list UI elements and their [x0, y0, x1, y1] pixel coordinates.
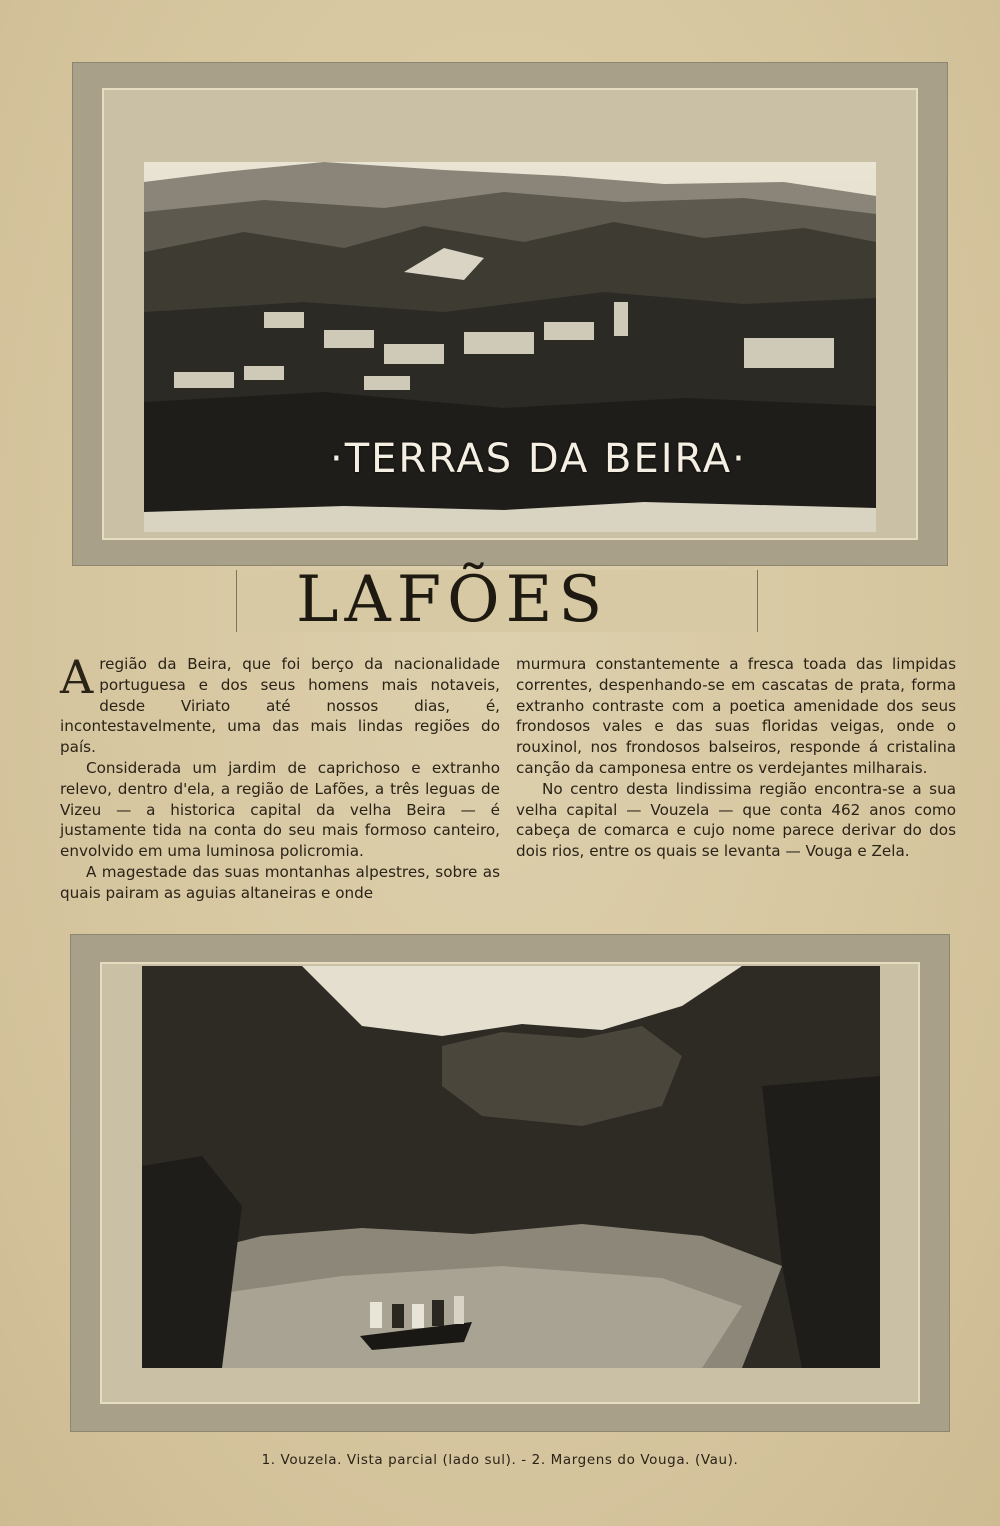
photo-overlay-title: ·TERRAS DA BEIRA·: [330, 436, 747, 482]
page-title: LAFÕES: [296, 563, 609, 637]
article-column-left: [60, 650, 500, 904]
photo-caption: 1. Vouzela. Vista parcial (lado sul). - 2. Margens do Vouga. (Vau).: [261, 1452, 739, 1468]
article-paragraph: A magestade das suas montanhas alpestres, sobre as quais pairam as aguias altaneiras e onde: [60, 862, 500, 902]
photo-vouga-river: [142, 966, 880, 1368]
paragraph-text: região da Beira, que foi berço da nacionalidade portuguesa e dos seus homens mais notaveis, desde Viriato até nossos dias, é, incontestavelmente, uma das mais lindas regiões do país.: [60, 655, 500, 757]
drop-cap: A: [60, 650, 94, 704]
article-body: [60, 650, 956, 914]
article-column-right: [516, 654, 956, 862]
article-paragraph: [60, 650, 500, 758]
article-paragraph: murmura constantemente a fresca toada das limpidas correntes, despenhando-se em cascatas de prata, forma extranho contraste com a poetica amenidade dos seus frondosos vales e das suas floridas veigas, onde o rouxinol, nos frondosos balseiros, responde á cristalina canção da camponesa entre os verdejantes milharais.: [516, 655, 956, 777]
article-paragraph: No centro desta lindissima região encontra-se a sua velha capital — Vouzela — que conta 462 anos como cabeça de comarca e cujo nome parece derivar do dos dois rios, entre os quais se levanta — Vouga e Zela.: [516, 779, 956, 861]
river-illustration: [142, 966, 880, 1368]
article-paragraph: Considerada um jardim de caprichoso e extranho relevo, dentro d'ela, a região de Lafões, a três leguas de Vizeu — a historica capital da velha Beira — é justamente tida na conta do seu mais formoso canteiro, envolvido em uma luminosa policromia.: [60, 758, 500, 861]
boat-icon: [360, 1296, 472, 1350]
